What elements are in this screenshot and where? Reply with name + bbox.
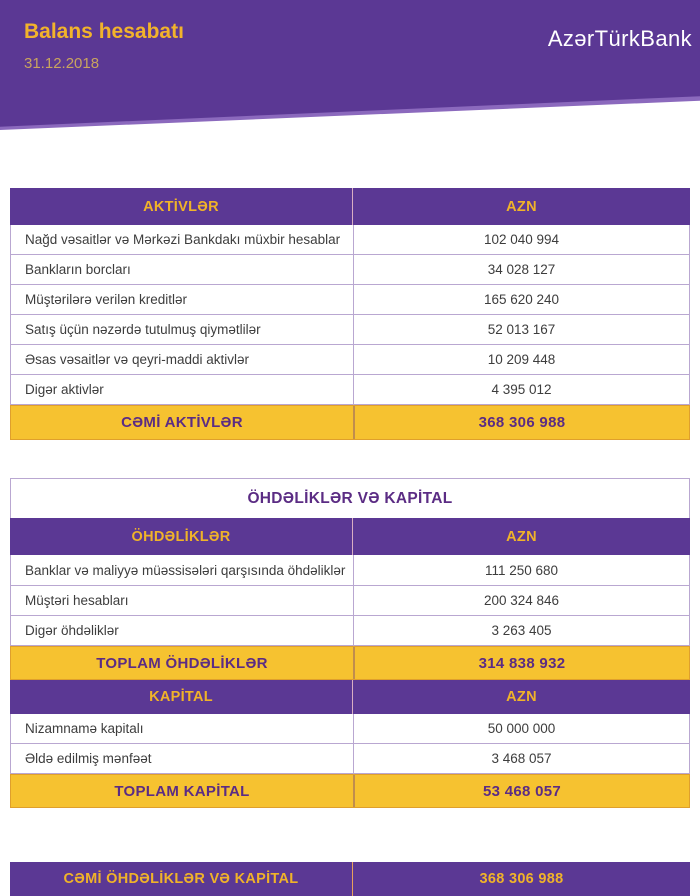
row-value: 102 040 994 <box>483 232 560 247</box>
assets-header-row <box>10 188 690 225</box>
capital-header-row <box>10 680 690 714</box>
row-label: Banklar və maliyyə müəssisələri qarşısında öhdəliklər <box>25 562 346 578</box>
row-value-cell <box>353 255 689 284</box>
table-row <box>10 285 690 315</box>
row-value-cell <box>353 225 689 254</box>
row-label: Əldə edilmiş mənfəət <box>25 751 152 766</box>
table-row <box>10 586 690 616</box>
grand-total-value: 368 306 988 <box>479 871 564 887</box>
capital-total-row <box>10 774 690 808</box>
row-value: 34 028 127 <box>487 262 556 277</box>
liabilities-capital-title: ÖHDƏLİKLƏR VƏ KAPİTAL <box>247 489 453 507</box>
row-value-cell <box>353 744 689 773</box>
total-value: 53 468 057 <box>482 782 562 800</box>
table-row <box>10 616 690 646</box>
row-value-cell <box>353 315 689 344</box>
row-label-cell <box>11 255 353 284</box>
row-value: 10 209 448 <box>487 352 556 367</box>
assets-header-cell <box>10 188 352 225</box>
row-label: Əsas vəsaitlər və qeyri-maddi aktivlər <box>25 352 249 367</box>
report-date: 31.12.2018 <box>24 55 100 72</box>
row-label-cell <box>11 616 353 645</box>
row-value: 200 324 846 <box>483 593 560 608</box>
total-label: TOPLAM ÖHDƏLİKLƏR <box>96 654 268 672</box>
row-value-cell <box>353 345 689 374</box>
row-label-cell <box>11 714 353 743</box>
row-value: 165 620 240 <box>483 292 560 307</box>
assets-table <box>10 188 690 440</box>
row-label: Nizamnamə kapitalı <box>25 721 144 736</box>
row-label-cell <box>11 315 353 344</box>
liabilities-capital-table <box>10 478 690 808</box>
row-label: Satış üçün nəzərdə tutulmuş qiymətlilər <box>25 322 261 337</box>
table-row <box>10 345 690 375</box>
total-label: TOPLAM KAPİTAL <box>114 782 250 800</box>
capital-currency-cell <box>352 680 690 714</box>
liabilities-capital-title-row <box>10 478 690 518</box>
row-value: 3 263 405 <box>491 623 552 638</box>
table-row <box>10 555 690 586</box>
total-label-cell <box>11 406 353 439</box>
table-row <box>10 375 690 405</box>
currency-label: AZN <box>506 689 537 705</box>
row-label-cell <box>11 375 353 404</box>
row-label-cell <box>11 285 353 314</box>
row-value: 50 000 000 <box>487 721 556 736</box>
total-value-cell <box>353 647 689 679</box>
liabilities-header-label: ÖHDƏLİKLƏR <box>131 528 231 545</box>
row-label-cell <box>11 225 353 254</box>
row-label-cell <box>11 744 353 773</box>
table-row <box>10 714 690 744</box>
row-value-cell <box>353 714 689 743</box>
row-label: Müştəri hesabları <box>25 593 129 608</box>
row-value-cell <box>353 285 689 314</box>
capital-header-label: KAPİTAL <box>149 689 213 705</box>
row-label: Digər öhdəliklər <box>25 623 119 638</box>
liabilities-currency-cell <box>352 518 690 555</box>
currency-label: AZN <box>506 198 537 215</box>
header-banner <box>0 0 700 130</box>
total-value: 314 838 932 <box>478 654 566 672</box>
row-value: 3 468 057 <box>491 751 552 766</box>
total-value-cell <box>353 406 689 439</box>
row-label: Bankların borcları <box>25 262 131 277</box>
row-label: Nağd vəsaitlər və Mərkəzi Bankdakı müxbir hesablar <box>25 232 341 247</box>
row-value-cell <box>353 375 689 404</box>
row-label: Digər aktivlər <box>25 382 104 397</box>
grand-total-label: CƏMİ ÖHDƏLİKLƏR VƏ KAPİTAL <box>63 871 299 887</box>
row-label-cell <box>11 555 353 585</box>
total-label-cell <box>11 647 353 679</box>
total-label: CƏMİ AKTİVLƏR <box>121 414 243 431</box>
row-label-cell <box>11 345 353 374</box>
assets-currency-cell <box>352 188 690 225</box>
currency-label: AZN <box>506 528 537 545</box>
grand-total-row <box>10 862 690 896</box>
liabilities-header-cell <box>10 518 352 555</box>
total-value: 368 306 988 <box>478 414 566 431</box>
row-value-cell <box>353 616 689 645</box>
content-area <box>0 188 700 896</box>
liabilities-header-row <box>10 518 690 555</box>
assets-header-label: AKTİVLƏR <box>143 198 219 215</box>
table-row <box>10 744 690 774</box>
table-row <box>10 315 690 345</box>
table-row <box>10 225 690 255</box>
row-label: Müştərilərə verilən kreditlər <box>25 292 188 307</box>
row-value: 52 013 167 <box>487 322 556 337</box>
grand-total-label-cell <box>10 862 352 896</box>
assets-total-row <box>10 405 690 440</box>
page-title: Balans hesabatı <box>24 20 184 43</box>
row-value: 4 395 012 <box>491 382 552 397</box>
row-value-cell <box>353 555 689 585</box>
grand-total-value-cell <box>352 862 690 896</box>
row-label-cell <box>11 586 353 615</box>
grand-total-bar <box>10 862 690 896</box>
table-row <box>10 255 690 285</box>
banner-content <box>0 0 700 130</box>
bank-logo: AzərTürkBank <box>547 26 692 51</box>
total-value-cell <box>353 775 689 807</box>
capital-header-cell <box>10 680 352 714</box>
row-value-cell <box>353 586 689 615</box>
liabilities-total-row <box>10 646 690 680</box>
row-value: 111 250 680 <box>484 562 559 578</box>
total-label-cell <box>11 775 353 807</box>
